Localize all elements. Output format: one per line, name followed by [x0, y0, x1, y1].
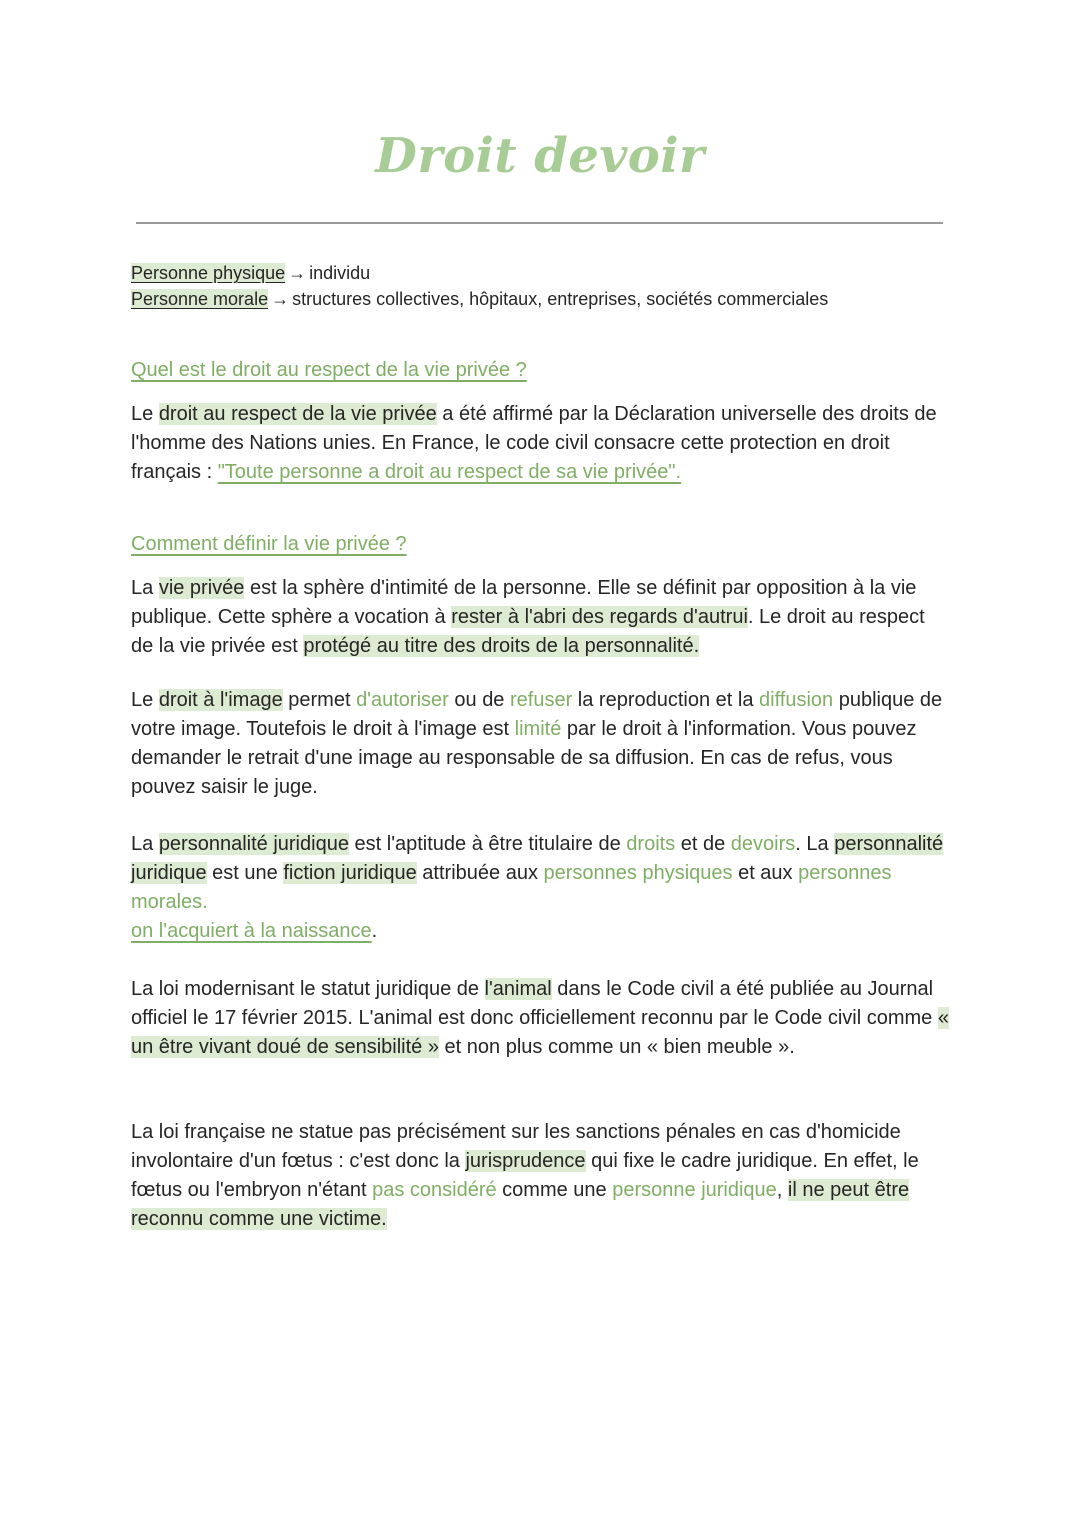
text: La — [131, 833, 159, 855]
paragraph-droit-vie-privee — [131, 400, 951, 487]
text: et aux — [732, 862, 799, 884]
arrow-right-icon: → — [271, 289, 290, 309]
green-term: limité — [514, 718, 562, 740]
green-term: droits — [626, 833, 676, 855]
text: est la sphère d'intimité de la personne. Elle se définit par opposition à la vie publique. Cette sphère a vocation à — [131, 577, 917, 628]
highlight: vie privée — [158, 577, 245, 599]
paragraph-droit-image — [131, 686, 951, 802]
highlight: fiction juridique — [283, 862, 417, 884]
text: . — [371, 920, 378, 942]
highlight: rester à l'abri des regards d'autrui — [451, 606, 748, 628]
text: par le droit à l'information. Vous pouvez demander le retrait d'une image au responsable de sa diffusion. En cas de refus, vous pouvez saisir le juge. — [131, 718, 917, 798]
text: Le — [131, 689, 159, 711]
text: publique de votre image. Toutefois le droit à l'image est — [131, 689, 943, 740]
green-term: devoirs — [730, 833, 796, 855]
text: . La — [795, 833, 835, 855]
text: . Le droit au respect de la vie privée est — [131, 606, 925, 657]
green-term: personnes morales. — [131, 862, 892, 913]
definition-text: structures collectives, hôpitaux, entreprises, sociétés commerciales — [292, 289, 829, 309]
paragraph-personnalite-juridique — [131, 830, 951, 946]
highlight: il ne peut être reconnu comme une victime. — [131, 1179, 910, 1230]
question-heading-vie-privee-droit: Quel est le droit au respect de la vie privée ? — [131, 359, 527, 381]
green-term: personne juridique — [612, 1179, 777, 1201]
highlight: droit à l'image — [158, 689, 283, 711]
text: est l'aptitude à être titulaire de — [348, 833, 627, 855]
text: dans le Code civil a été publiée au Journal officiel le 17 février 2015. L'animal est donc officiellement reconnu par le Code civil comme — [131, 978, 938, 1029]
green-term: personnes physiques — [543, 862, 733, 884]
text: , — [776, 1179, 788, 1201]
text: a été affirmé par la Déclaration universelle des droits de l'homme des Nations unies. En France, le code civil consacre cette protection en droit français : — [131, 403, 937, 483]
definition-term: Personne morale — [131, 289, 269, 309]
text: La loi modernisant le statut juridique de — [131, 978, 485, 1000]
text: comme une — [496, 1179, 613, 1201]
question-heading-definir-vie-privee: Comment définir la vie privée ? — [131, 533, 407, 555]
title-divider — [136, 222, 943, 224]
paragraph-foetus — [131, 1118, 951, 1234]
green-term: d'autoriser — [356, 689, 449, 711]
text: ou de — [448, 689, 510, 711]
text: et non plus comme un « bien meuble ». — [438, 1036, 795, 1058]
paragraph-vie-privee — [131, 574, 951, 661]
text: qui fixe le cadre juridique. En effet, le fœtus ou l'embryon n'étant — [131, 1150, 919, 1201]
highlight: personnalité juridique — [158, 833, 349, 855]
highlight: personnalité juridique — [131, 833, 944, 884]
highlight: droit au respect de la vie privée — [158, 403, 437, 425]
green-term: pas considéré — [372, 1179, 497, 1201]
green-term: refuser — [510, 689, 573, 711]
text: La loi française ne statue pas précisément sur les sanctions pénales en cas d'homicide involontaire d'un fœtus : c'est donc la — [131, 1121, 901, 1172]
arrow-right-icon: → — [288, 263, 307, 283]
text: La — [131, 577, 159, 599]
definition-text: individu — [309, 263, 371, 283]
highlight: jurisprudence — [465, 1150, 586, 1172]
highlight: « un être vivant doué de sensibilité » — [131, 1007, 949, 1058]
highlight: protégé au titre des droits de la personnalité. — [303, 635, 700, 657]
text: attribuée aux — [416, 862, 544, 884]
text: Le — [131, 403, 159, 425]
page-title: Droit devoir — [375, 128, 705, 184]
definition-personne-physique — [131, 260, 370, 286]
underlined-note: on l'acquiert à la naissance — [131, 920, 372, 942]
text: est une — [206, 862, 284, 884]
definition-personne-morale — [131, 286, 828, 312]
text: et de — [675, 833, 731, 855]
highlight: l'animal — [484, 978, 552, 1000]
text: la reproduction et la — [572, 689, 760, 711]
quote-code-civil: "Toute personne a droit au respect de sa vie privée". — [217, 461, 682, 483]
paragraph-animal — [131, 975, 951, 1062]
green-term: diffusion — [759, 689, 834, 711]
definition-term: Personne physique — [131, 263, 286, 283]
text: permet — [282, 689, 357, 711]
